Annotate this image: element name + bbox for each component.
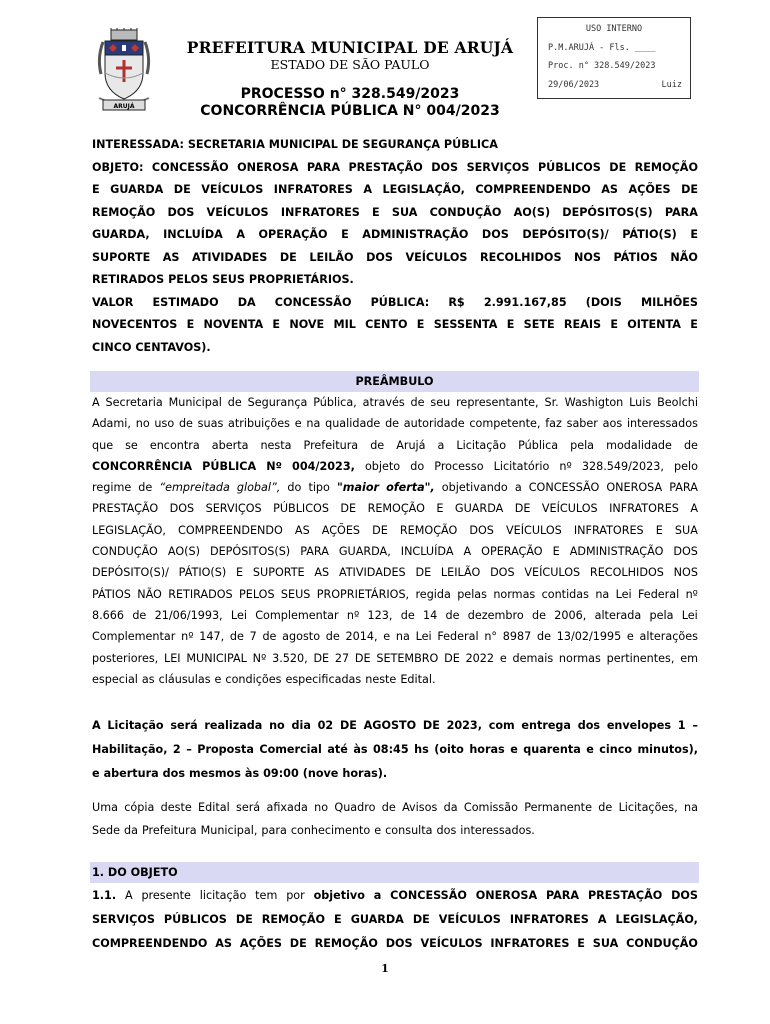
section-objeto-body bbox=[92, 884, 698, 956]
schedule-paragraph bbox=[92, 714, 698, 786]
preamble-line: DEPÓSITO(S)/ PÁTIO(S) E SUPORTE AS ATIVIDADES DE LEILÃO DOS VEÍCULOS RECOLHIDOS NOS bbox=[92, 566, 698, 580]
schedule-line: Habilitação, 2 – Proposta Comercial até às 08:45 hs (oito horas e quarenta e cinco minutos), bbox=[92, 743, 698, 756]
notice-line: Sede da Prefeitura Municipal, para conhecimento e consulta dos interessados. bbox=[92, 824, 535, 837]
crest-motto: ARUJÁ bbox=[113, 103, 135, 110]
summary-line: GUARDA, INCLUÍDA A OPERAÇÃO E ADMINISTRAÇÃO DOS DEPÓSITO(S)/ PÁTIO(S) E bbox=[92, 228, 698, 241]
summary-line: RETIRADOS PELOS SEUS PROPRIETÁRIOS. bbox=[92, 273, 354, 286]
stamp-initials: Luiz bbox=[661, 80, 682, 90]
stamp-process-field: Proc. n° 328.549/2023 bbox=[548, 61, 656, 71]
tender-number: CONCORRÊNCIA PÚBLICA N° 004/2023 bbox=[200, 103, 500, 119]
summary-line: INTERESSADA: SECRETARIA MUNICIPAL DE SEGURANÇA PÚBLICA bbox=[92, 138, 498, 151]
preamble-line: regime de “empreitada global”, do tipo "maior oferta", objetivando a CONCESSÃO ONEROSA PARA bbox=[92, 481, 698, 495]
preamble-line: CONDUÇÃO AO(S) DEPÓSITOS(S) PARA GUARDA, INCLUÍDA A OPERAÇÃO E ADMINISTRAÇÃO DOS bbox=[92, 545, 698, 559]
section-objeto-heading: 1. DO OBJETO bbox=[90, 862, 699, 883]
preamble-heading: PREÂMBULO bbox=[90, 371, 699, 392]
preamble-line: especial as cláusulas e condições especificadas neste Edital. bbox=[92, 672, 436, 686]
process-heading bbox=[170, 86, 530, 120]
notice-line: Uma cópia deste Edital será afixada no Quadro de Avisos da Comissão Permanente de Licitações, na bbox=[92, 801, 698, 814]
preamble-line: 8.666 de 21/06/1993, Lei Complementar nº 123, de 14 de dezembro de 2006, alterada pela Lei bbox=[92, 608, 698, 622]
summary-line: NOVECENTOS E NOVENTA E NOVE MIL CENTO E SESSENTA E SETE REAIS E OITENTA E bbox=[92, 318, 698, 331]
stamp-page-field: P.M.ARUJÁ - Fls. ____ bbox=[548, 43, 656, 53]
section-objeto-line: SERVIÇOS PÚBLICOS DE REMOÇÃO E GUARDA DE VEÍCULOS INFRATORES A LEGISLAÇÃO, bbox=[92, 913, 698, 926]
notice-paragraph bbox=[92, 796, 698, 842]
internal-use-stamp bbox=[537, 17, 691, 99]
preamble-line: posteriores, LEI MUNICIPAL Nº 3.520, DE 27 DE SETEMBRO DE 2022 e demais normas pertinentes, em bbox=[92, 651, 698, 665]
preamble-line: LEGISLAÇÃO, COMPREENDENDO AS AÇÕES DE REMOÇÃO DOS VEÍCULOS INFRATORES E SUA bbox=[92, 523, 698, 537]
summary-block bbox=[92, 134, 698, 359]
summary-line: VALOR ESTIMADO DA CONCESSÃO PÚBLICA: R$ 2.991.167,85 (DOIS MILHÕES bbox=[92, 295, 698, 309]
preamble-line: PRESTAÇÃO DOS SERVIÇOS PÚBLICOS DE REMOÇÃO E GUARDA DE VEÍCULOS INFRATORES A bbox=[92, 502, 698, 516]
stamp-date-row bbox=[548, 80, 682, 90]
schedule-line: e abertura dos mesmos às 09:00 (nove horas). bbox=[92, 767, 388, 780]
preamble-line: Adami, no uso de suas atribuições e na qualidade de autoridade competente, faz saber aos interessados bbox=[92, 417, 698, 431]
process-number: PROCESSO n° 328.549/2023 bbox=[240, 86, 460, 102]
stamp-title: USO INTERNO bbox=[585, 24, 643, 34]
summary-line: E GUARDA DE VEÍCULOS INFRATORES A LEGISLAÇÃO, COMPREENDENDO AS AÇÕES DE bbox=[92, 183, 698, 196]
section-objeto-line: 1.1. A presente licitação tem por objetivo a CONCESSÃO ONEROSA PARA PRESTAÇÃO DOS bbox=[92, 889, 698, 902]
municipal-crest-icon bbox=[95, 28, 153, 114]
preamble-line: A Secretaria Municipal de Segurança Pública, através de seu representante, Sr. Washigton Luis Beolchi bbox=[92, 396, 698, 409]
stamp-date: 29/06/2023 bbox=[548, 80, 600, 90]
preamble-line: Complementar nº 147, de 7 de agosto de 2014, e na Lei Federal n° 8987 de 13/02/1995 e alterações bbox=[92, 630, 698, 644]
page-subtitle: ESTADO DE SÃO PAULO bbox=[270, 57, 430, 72]
preamble-line: PÁTIOS NÃO RETIRADOS PELOS SEUS PROPRIETÁRIOS, regida pelas normas contidas na Lei Federal nº bbox=[92, 587, 698, 601]
page-number: 1 bbox=[381, 962, 389, 975]
schedule-line: A Licitação será realizada no dia 02 DE AGOSTO DE 2023, com entrega dos envelopes 1 – bbox=[92, 719, 698, 732]
summary-line: OBJETO: CONCESSÃO ONEROSA PARA PRESTAÇÃO DOS SERVIÇOS PÚBLICOS DE REMOÇÃO bbox=[92, 160, 698, 174]
preamble-line: CONCORRÊNCIA PÚBLICA Nº 004/2023, objeto do Processo Licitatório nº 328.549/2023, pelo bbox=[92, 459, 698, 473]
section-objeto-line: COMPREENDENDO AS AÇÕES DE REMOÇÃO DOS VEÍCULOS INFRATORES E SUA CONDUÇÃO bbox=[92, 937, 698, 950]
preamble-body bbox=[92, 392, 698, 690]
summary-line: CINCO CENTAVOS). bbox=[92, 340, 211, 354]
page-title: PREFEITURA MUNICIPAL DE ARUJÁ bbox=[186, 38, 514, 57]
preamble-line: que se encontra aberta nesta Prefeitura de Arujá a Licitação Pública pela modalidade de bbox=[92, 438, 698, 452]
summary-line: REMOÇÃO DOS VEÍCULOS INFRATORES E SUA CONDUÇÃO AO(S) DEPÓSITOS(S) PARA bbox=[92, 205, 698, 219]
summary-line: SUPORTE AS ATIVIDADES DE LEILÃO DOS VEÍCULOS RECOLHIDOS NOS PÁTIOS NÃO bbox=[92, 250, 698, 264]
